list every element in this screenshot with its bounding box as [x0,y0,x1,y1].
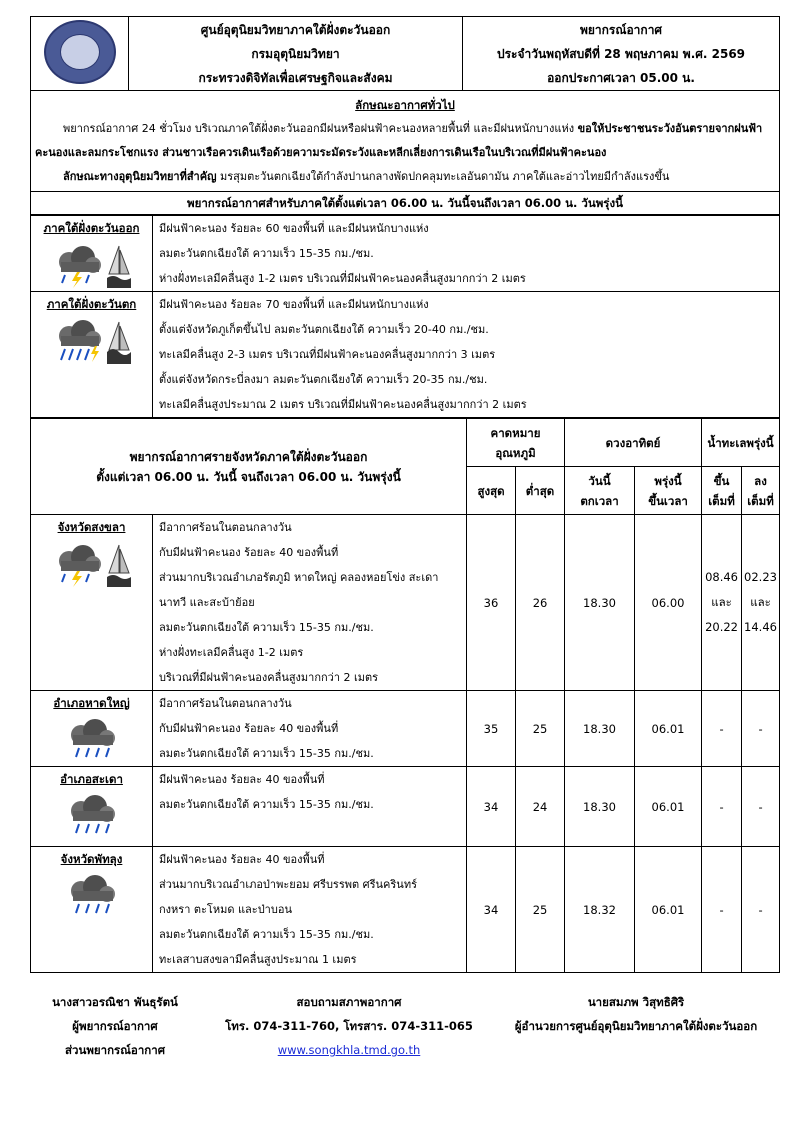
min-temp: 25 [516,847,565,973]
director-name: นายสมภพ วิสุทธิศิริ [587,995,685,1009]
sunrise-time: 06.01 [635,767,702,847]
col-tide-high [702,467,742,515]
synoptic-label: ลักษณะทางอุตุนิยมวิทยาที่สำคัญ [63,170,217,183]
forecast-line: ลมตะวันตกเฉียงใต้ ความเร็ว 15-35 กม./ชม. [159,928,374,941]
forecast-document [30,16,780,1057]
region-icons [31,244,152,288]
province-icons [31,543,152,587]
tide-high: - [702,847,742,973]
province-table [30,418,780,973]
min-temp: 24 [516,767,565,847]
forecast-line: ห่างฝั่งทะเลมีคลื่นสูง 1-2 เมตร [159,646,304,659]
col-tide-low [742,467,780,515]
forecast-line: ส่วนมากบริเวณอำเภอป่าพะยอม ศรีบรรพต ศรีนครินทร์ [159,878,417,891]
logo-cell [31,17,129,91]
province-forecast [153,515,467,691]
province-icons [31,795,152,839]
region-label [31,292,153,418]
col-sunrise-line: ขึ้นเวลา [648,493,688,508]
footer [30,990,780,1062]
general-title: ลักษณะอากาศทั่วไป [355,98,455,112]
forecaster-block [30,990,200,1062]
tide-low-value: 02.23 [744,570,777,584]
website-link[interactable]: www.songkhla.tmd.go.th [277,1043,421,1057]
tide-low: - [742,767,780,847]
sunset-time: 18.30 [565,767,635,847]
forecaster-unit: ส่วนพยากรณ์อากาศ [64,1043,165,1057]
contact-phone: โทร. 074-311-760, โทรสาร. 074-311-065 [225,1019,473,1033]
province-icons [31,875,152,919]
forecast-date: ประจำวันพฤหัสบดีที่ 28 พฤษภาคม พ.ศ. 2569 [496,46,746,61]
forecast-line: กงหรา ตะโหมด และป่าบอน [159,903,292,916]
forecast-line: มีฝนฟ้าคะนอง ร้อยละ 70 ของพื้นที่ และมีฝนหนักบางแห่ง [159,298,429,311]
forecast-line: ลมตะวันตกเฉียงใต้ ความเร็ว 15-35 กม./ชม. [159,747,374,760]
sunrise-time: 06.01 [635,847,702,973]
table-row [31,847,780,973]
thunderstorm-cloud-icon [53,543,103,587]
tide-low: - [742,691,780,767]
province-name: อำเภอสะเดา [60,772,123,786]
forecast-line: ส่วนมากบริเวณอำเภอรัตภูมิ หาดใหญ่ คลองหอยโข่ง สะเดา [159,571,439,584]
rain-cloud-icon [63,795,121,839]
province-label [31,691,153,767]
region-row [31,216,780,292]
col-min: ต่ำสุด [516,467,565,515]
rain-cloud-icon [63,875,121,919]
synoptic-text: มรสุมตะวันตกเฉียงใต้กำลังปานกลางพัดปกคลุมทะเลอันดามัน ภาคใต้และอ่าวไทยมีกำลังแรงขึ้น [219,170,670,183]
issue-time: ออกประกาศเวลา 05.00 น. [547,70,695,85]
province-table-title [31,419,467,515]
region-name: ภาคใต้ฝั่งตะวันออก [43,221,140,235]
org-block [129,17,463,91]
col-tide-low-line: เต็มที่ [747,493,774,508]
forecast-line: มีฝนฟ้าคะนอง ร้อยละ 40 ของพื้นที่ [159,773,325,786]
tide-high-value: 08.46 [705,570,738,584]
province-name: จังหวัดพัทลุง [60,852,123,866]
temp-header-line: อุณหภูมิ [495,445,536,460]
max-temp: 35 [467,691,516,767]
tmd-seal-icon [44,20,116,84]
regional-title: พยากรณ์อากาศสำหรับภาคใต้ตั้งแต่เวลา 06.00 น. วันนี้จนถึงเวลา 06.00 น. วันพรุ่งนี้ [31,192,780,215]
forecast-line: มีอากาศร้อนในตอนกลางวัน [159,521,292,534]
sunrise-time: 06.00 [635,515,702,691]
forecast-line: ลมตะวันตกเฉียงใต้ ความเร็ว 15-35 กม./ชม. [159,621,374,634]
col-tide-high-line: ขึ้น [713,473,730,488]
org-line: กระทรวงดิจิทัลเพื่อเศรษฐกิจและสังคม [198,70,393,85]
province-header-row [31,419,780,467]
forecast-line: กับมีฝนฟ้าคะนอง ร้อยละ 40 ของพื้นที่ [159,722,339,735]
director-block [492,990,780,1038]
temp-header-line: คาดหมาย [490,425,541,440]
province-forecast [153,691,467,767]
forecaster-name: นางสาวอรณิชา พันธุรัตน์ [52,995,178,1009]
table-row [31,515,780,691]
forecast-info-block [463,17,780,91]
forecast-line: ทะเลมีคลื่นสูง 2-3 เมตร บริเวณที่มีฝนฟ้าคะนองคลื่นสูงมากกว่า 3 เมตร [159,348,496,361]
table-row [31,767,780,847]
province-label [31,515,153,691]
max-temp: 36 [467,515,516,691]
forecast-line: ทะเลมีคลื่นสูงประมาณ 2 เมตร บริเวณที่มีฝนฟ้าคะนองคลื่นสูงมากกว่า 2 เมตร [159,398,527,411]
col-tide-low-line: ลง [754,473,767,488]
col-sunset-line: วันนี้ [588,473,611,488]
forecast-line: ลมตะวันตกเฉียงใต้ ความเร็ว 15-35 กม./ชม. [159,798,374,811]
contact-title: สอบถามสภาพอากาศ [296,995,402,1009]
general-table [30,91,780,215]
sailboat-wave-icon [107,320,131,364]
col-sunrise [635,467,702,515]
header-table [30,16,780,91]
province-title-line: พยากรณ์อากาศรายจังหวัดภาคใต้ฝั่งตะวันออก [129,449,368,464]
forecast-line: ตั้งแต่จังหวัดกระบี่ลงมา ลมตะวันตกเฉียงใต้ ความเร็ว 20-35 กม./ชม. [159,373,488,386]
synoptic-paragraph [35,165,775,189]
forecast-line: บริเวณที่มีฝนฟ้าคะนองคลื่นสูงมากกว่า 2 เมตร [159,671,379,684]
thunderstorm-cloud-icon [53,244,103,288]
sunset-time: 18.30 [565,691,635,767]
forecaster-title: ผู้พยากรณ์อากาศ [72,1019,158,1033]
province-label [31,767,153,847]
forecast-line: มีฝนฟ้าคะนอง ร้อยละ 40 ของพื้นที่ [159,853,325,866]
general-paragraph [35,117,775,165]
region-icons [31,320,152,364]
tide-low [742,515,780,691]
col-max: สูงสุด [467,467,516,515]
temp-header [467,419,565,467]
sunset-time: 18.30 [565,515,635,691]
col-sunrise-line: พรุ่งนี้ [654,473,682,488]
forecast-line: มีฝนฟ้าคะนอง ร้อยละ 60 ของพื้นที่ และมีฝนหนักบางแห่ง [159,222,429,235]
region-forecast [153,292,780,418]
tide-high: - [702,691,742,767]
col-sunset [565,467,635,515]
province-forecast [153,847,467,973]
table-row [31,691,780,767]
forecast-line: ห่างฝั่งทะเลมีคลื่นสูง 1-2 เมตร บริเวณที่มีฝนฟ้าคะนองคลื่นสูงมากกว่า 2 เมตร [159,272,526,285]
province-label [31,847,153,973]
province-forecast [153,767,467,847]
province-name: อำเภอหาดใหญ่ [53,696,130,710]
region-forecast [153,216,780,292]
rain-cloud-icon [63,719,121,763]
col-sunset-line: ตกเวลา [580,493,619,508]
general-warning: ขอให้ประชาชนระวังอันตรายจากฝนฟ้าคะนองและลมกระโชกแรง ส่วนชาวเรือควรเดินเรือด้วยความระมัดระวังและหลีกเลี่ยงการเดินเรือในบริเวณที่มีฝนฟ้าคะนอง [35,122,763,159]
province-icons [31,719,152,763]
tide-low: - [742,847,780,973]
region-row [31,292,780,418]
tide-high [702,515,742,691]
tide-header: น้ำทะเลพรุ่งนี้ [702,419,780,467]
max-temp: 34 [467,847,516,973]
tide-high: - [702,767,742,847]
org-line: กรมอุตุนิยมวิทยา [251,46,340,61]
col-tide-high-line: เต็มที่ [708,493,735,508]
tide-low-value: และ [750,595,771,609]
sailboat-wave-icon [107,244,131,288]
director-title: ผู้อำนวยการศูนย์อุตุนิยมวิทยาภาคใต้ฝั่งตะวันออก [514,1019,758,1033]
general-weather [31,91,780,192]
general-text: พยากรณ์อากาศ 24 ชั่วโมง บริเวณภาคใต้ฝั่งตะวันออกมีฝนหรือฝนฟ้าคะนองหลายพื้นที่ และมีฝนหนักบางแห่ง [63,122,575,135]
region-label [31,216,153,292]
max-temp: 34 [467,767,516,847]
forecast-title: พยากรณ์อากาศ [579,22,663,37]
tide-high-value: 20.22 [705,620,738,634]
sunset-time: 18.32 [565,847,635,973]
region-name: ภาคใต้ฝั่งตะวันตก [46,297,137,311]
heavy-rain-cloud-icon [53,320,103,364]
min-temp: 26 [516,515,565,691]
org-line: ศูนย์อุตุนิยมวิทยาภาคใต้ฝั่งตะวันออก [200,22,391,37]
sailboat-wave-icon [107,543,131,587]
forecast-line: ทะเลสาบสงขลามีคลื่นสูงประมาณ 1 เมตร [159,953,357,966]
province-name: จังหวัดสงขลา [57,520,126,534]
forecast-line: มีอากาศร้อนในตอนกลางวัน [159,697,292,710]
province-title-line: ตั้งแต่เวลา 06.00 น. วันนี้ จนถึงเวลา 06.00 น. วันพรุ่งนี้ [96,469,401,484]
forecast-line: ตั้งแต่จังหวัดภูเก็ตขึ้นไป ลมตะวันตกเฉียงใต้ ความเร็ว 20-40 กม./ชม. [159,323,489,336]
forecast-line: กับมีฝนฟ้าคะนอง ร้อยละ 40 ของพื้นที่ [159,546,339,559]
sunrise-time: 06.01 [635,691,702,767]
tide-low-value: 14.46 [744,620,777,634]
forecast-line: ลมตะวันตกเฉียงใต้ ความเร็ว 15-35 กม./ชม. [159,247,374,260]
min-temp: 25 [516,691,565,767]
forecast-line: นาทวี และสะบ้าย้อย [159,596,255,609]
region-table [30,215,780,418]
contact-block [218,990,480,1062]
tide-high-value: และ [711,595,732,609]
sun-header: ดวงอาทิตย์ [565,419,702,467]
